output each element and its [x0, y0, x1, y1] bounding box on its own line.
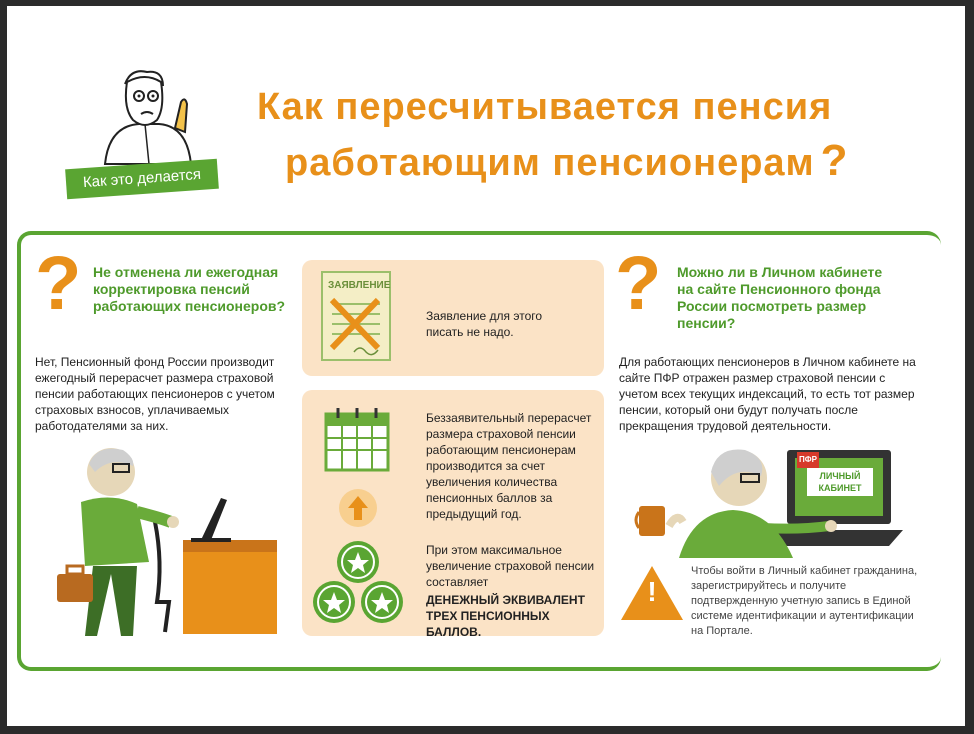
left-question-mark-icon: ?	[35, 241, 82, 326]
title-question-mark: ?	[820, 136, 849, 185]
no-application-text: Заявление для этого писать не надо.	[426, 309, 543, 339]
no-application-panel	[302, 260, 604, 376]
pfr-logo: ПФР	[797, 452, 819, 468]
recalculation-panel	[302, 390, 604, 639]
page-title-line1: Как пересчитывается пенсия	[257, 86, 833, 128]
how-it-works-badge: Как это делается	[65, 159, 219, 200]
recalculation-text: Беззаявительный перерасчет размера страховой пенсии работающим пенсионерам производится за счет увеличения количества пенсионных баллов за предыдущий год.	[426, 411, 592, 521]
warning-text: Чтобы войти в Личный кабинет гражданина, зарегистрируйтесь и получите подтвержденную учетную запись в Единой системе идентификации и аутентификации на Портале.	[691, 565, 918, 637]
title-line2-text: работающим пенсионерам	[285, 142, 815, 184]
left-question: Не отменена ли ежегодная корректировка пенсий работающих пенсионеров?	[93, 264, 286, 314]
thinking-man-illustration	[87, 68, 197, 168]
right-question-mark-icon: ?	[615, 241, 662, 326]
page-title-line2	[285, 136, 849, 185]
pension-points-icon	[310, 540, 406, 626]
warning-symbol: !	[647, 576, 657, 607]
increase-arrow-icon	[338, 488, 378, 528]
document-label: ЗАЯВЛЕНИЕ	[328, 280, 391, 291]
left-answer: Нет, Пенсионный фонд России производит ежегодный перерасчет размера страховой пенсии работающих пенсионеров с учетом страховых взносов, уплачиваемых работодателями за них.	[35, 355, 275, 433]
max-increase-text: При этом максимальное увеличение страховой пенсии составляет	[426, 543, 595, 589]
right-question: Можно ли в Личном кабинете на сайте Пенсионного фонда России посмотреть размер пенсии?	[677, 264, 883, 331]
max-increase-value: ДЕНЕЖНЫЙ ЭКВИВАЛЕНТ ТРЕХ ПЕНСИОННЫХ БАЛЛОВ.	[426, 593, 585, 639]
right-answer: Для работающих пенсионеров в Личном кабинете на сайте ПФР отражен размер страховой пенсии с учетом всех текущих индексаций, то есть тот размер пенсии, который они будут получать после прекращения трудовой деятельности.	[619, 355, 916, 433]
calendar-icon	[324, 406, 390, 472]
personal-account-screen-label: ЛИЧНЫЙ КАБИНЕТ	[807, 468, 873, 496]
working-pensioner-illustration	[51, 442, 291, 642]
pensioner-computer-illustration	[633, 446, 903, 558]
infographic	[7, 6, 965, 726]
